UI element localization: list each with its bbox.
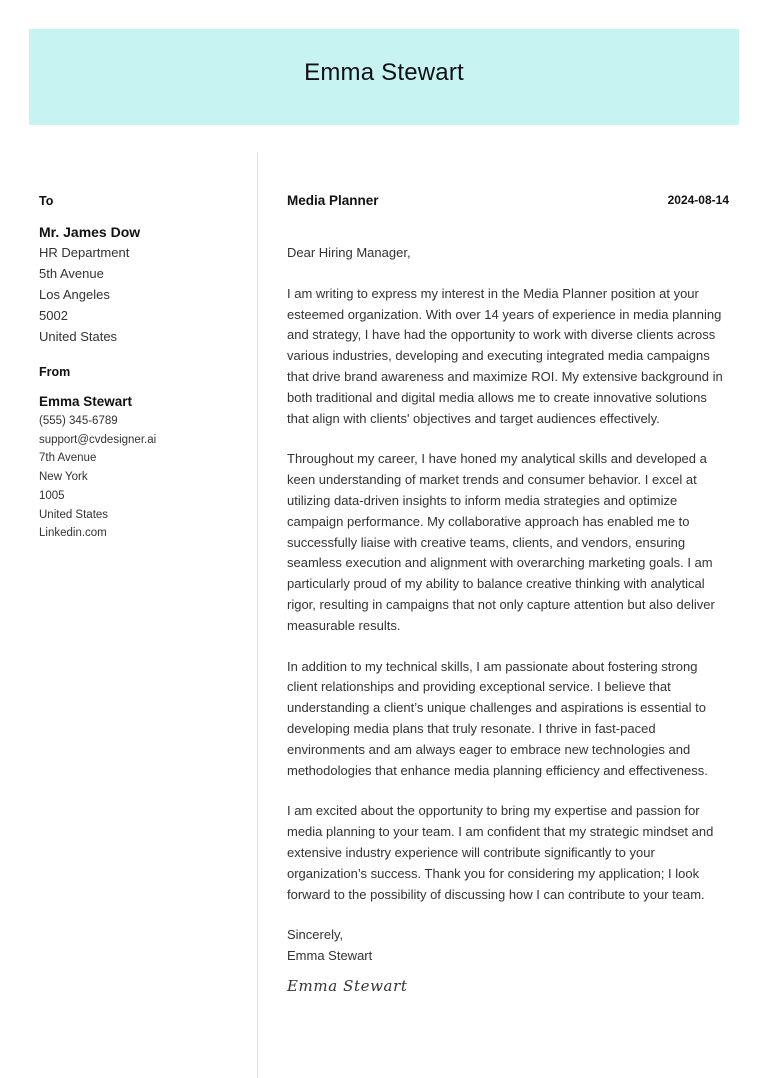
recipient-name: Mr. James Dow: [39, 224, 141, 240]
sender-phone: (555) 345-6789: [39, 415, 118, 427]
paragraph-2: Throughout my career, I have honed my analytical skills and developed a keen understanding of market trends and consumer behavior. I excel at utilizing data-driven insights to inform media strategies and optimize campaign performance. My collaborative approach has enabled me to successfully liaise with creative teams, clients, and vendors, ensuring seamless execution and alignment with overarching marketing goals. I am particularly proud of my ability to balance creative thinking with analytical rigor, resulting in campaigns that not only capture attention but also deliver measurable results.: [287, 451, 715, 633]
from-label: From: [39, 365, 71, 379]
closing-phrase: Sincerely,: [287, 927, 344, 943]
paragraph-4: I am excited about the opportunity to bring my expertise and passion for media planning to your team. I am confident that my strategic mindset and extensive industry experience will contribute significantly to your organization’s success. Thank you for considering my application; I look forward to the possibility of discussing how I can contribute to your team.: [287, 803, 714, 902]
sender-zip: 1005: [39, 489, 65, 502]
signature: Emma Stewart: [287, 976, 408, 995]
sender-street: 7th Avenue: [39, 452, 97, 465]
sender-email: support@cvdesigner.ai: [39, 433, 157, 446]
greeting: Dear Hiring Manager,: [287, 245, 411, 260]
recipient-line: Los Angeles: [39, 287, 110, 302]
sender-city: New York: [39, 471, 88, 484]
contact-column: [39, 193, 244, 543]
sender-country: United States: [39, 508, 109, 521]
sender-website: Linkedin.com: [39, 527, 107, 540]
recipient-line: 5002: [39, 308, 68, 323]
recipient-line: 5th Avenue: [39, 266, 104, 281]
sender-name: Emma Stewart: [39, 394, 133, 409]
closing: [287, 925, 729, 967]
letter-date: 2024-08-14: [667, 193, 729, 207]
header-banner: [29, 29, 739, 125]
sender-details: [39, 412, 244, 543]
recipient-address: [39, 242, 244, 347]
closing-name: Emma Stewart: [287, 948, 373, 964]
recipient-line: United States: [39, 329, 118, 344]
letter-topline: [287, 193, 729, 211]
column-divider: [257, 153, 258, 1078]
letter-body: [287, 193, 729, 995]
recipient-line: HR Department: [39, 245, 130, 260]
to-label: To: [39, 194, 54, 208]
paragraph-3: In addition to my technical skills, I am passionate about fostering strong client relationships and providing exceptional service. I believe that understanding a client’s unique challenges and aspirations is essential to developing media plans that truly resonate. I thrive in fast-paced environments and am always eager to embrace new technologies and methodologies that enhance media planning efficiency and effectiveness.: [287, 658, 708, 778]
paragraph-1: I am writing to express my interest in the Media Planner position at your esteemed organization. With over 14 years of experience in media planning and strategy, I have had the opportunity to work with diverse clients across various industries, developing and executing integrated media campaigns that drive brand awareness and maximize ROI. My extensive background in both traditional and digital media allows me to create innovative solutions that align with clients' objectives and target audiences effectively.: [287, 285, 723, 426]
applicant-name: Emma Stewart: [304, 59, 464, 86]
position-title: Media Planner: [287, 193, 379, 208]
